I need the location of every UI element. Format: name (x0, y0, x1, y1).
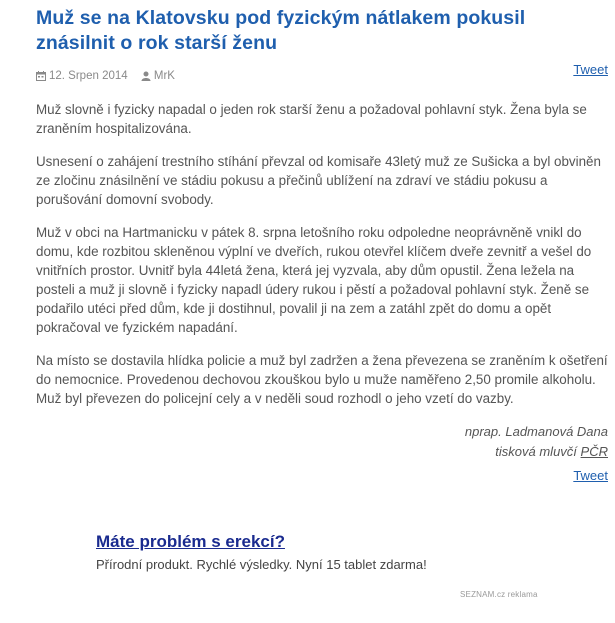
article-body (36, 100, 608, 408)
signature-name: nprap. Ladmanová Dana (464, 424, 608, 439)
signature-line (36, 442, 608, 462)
paragraph: Usnesení o zahájení trestního stíhání převzal od komisaře 43letý muž ze Sušicka a byl obviněn ze zločinu znásilnění ve stádiu pokusu a přečinů ublížení na zdraví ve stádiu pokusu a porušování domovní svobody. (36, 154, 601, 207)
user-icon (141, 71, 151, 81)
article (36, 0, 608, 490)
signature (36, 422, 608, 462)
article-title: Muž se na Klatovsku pod fyzickým nátlakem pokusil znásilnit o rok starší ženu (36, 7, 526, 54)
ad-brand-label: SEZNAM.cz reklama (460, 590, 538, 599)
paragraph: Muž v obci na Hartmanicku v pátek 8. srpna letošního roku odpoledne neoprávněně vnikl do domu, kde rozbitou skleněnou výplní ve dveřích, rukou otevřel klíčem dveře zevnitř a vešel do vnitřních prostor. Uvnitř byla 44letá žena, která jej vyzvala, aby dům opustil. Žena ležela na posteli a muž ji slovně i fyzicky napadl údery rukou i pěstí a požadoval pohlavní styk. Ženě se podařilo utéci před dům, kde ji dostihnul, povalil ji na zem a zatáhl zpět do domu a opět pokračoval ve fyzickém napadání. (36, 225, 592, 335)
paragraph: Muž slovně i fyzicky napadal o jeden rok starší ženu a požadoval pohlavní styk. Žena byla se zraněním hospitalizována. (36, 102, 587, 136)
ad-block (96, 532, 556, 572)
article-date: 12. Srpen 2014 (49, 70, 128, 82)
paragraph: Na místo se dostavila hlídka policie a muž byl zadržen a žena převezena se zraněním k ošetření do nemocnice. Provedenou dechovou zkouškou bylo u muže naměřeno 2,50 promile alkoholu. Muž byl převezen do policejní cely a v neděli soud rozhodl o jeho vzetí do vazby. (36, 353, 608, 406)
author-meta (141, 70, 175, 82)
calendar-icon (36, 71, 46, 81)
tweet-row-bottom (36, 468, 608, 490)
ad-text: Přírodní produkt. Rychlé výsledky. Nyní 15 tablet zdarma! (96, 557, 427, 572)
article-meta (36, 62, 608, 86)
tweet-button-top[interactable]: Tweet (573, 62, 608, 77)
article-author[interactable]: MrK (153, 70, 175, 82)
signature-role: tisková mluvčí (495, 444, 577, 459)
tweet-button-bottom[interactable]: Tweet (573, 468, 608, 483)
date-meta (36, 70, 128, 82)
ad-title-link[interactable]: Máte problém s erekcí? (96, 532, 285, 551)
signature-org: PČR (580, 444, 608, 459)
